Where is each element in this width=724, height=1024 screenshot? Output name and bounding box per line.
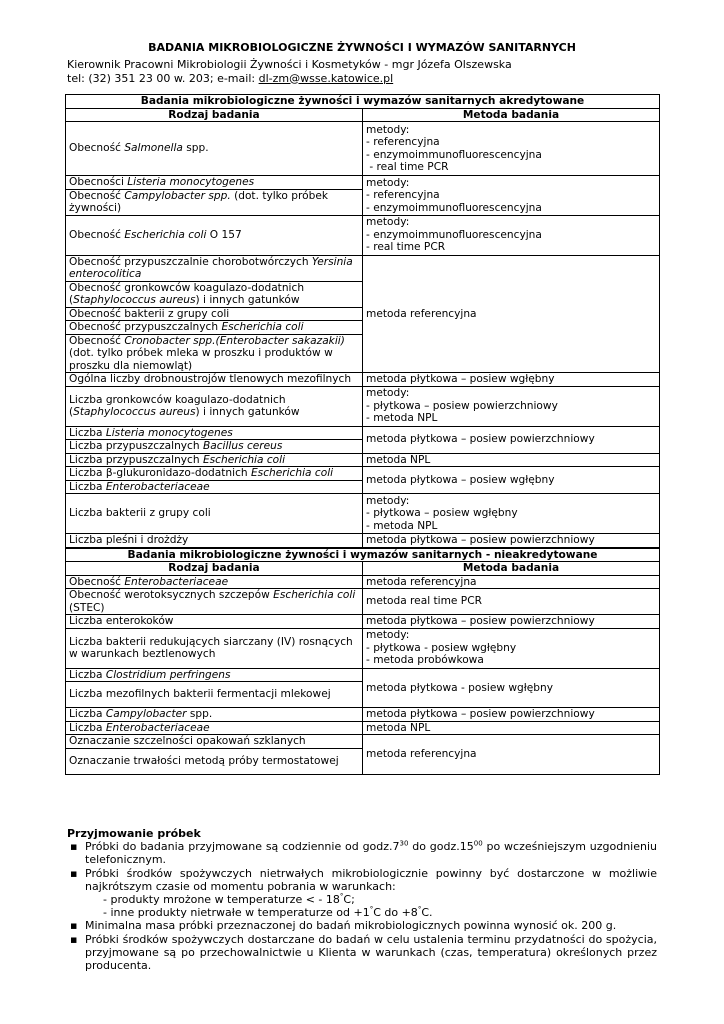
test-type: Liczba bakterii redukujących siarczany (IV) rosnących w warunkach beztlenowych xyxy=(66,628,363,668)
test-type: Liczba bakterii z grupy coli xyxy=(66,494,363,534)
table-row xyxy=(66,373,660,387)
phone-line xyxy=(67,72,512,86)
list-item: ▪ Minimalna masa próbki przeznaczonej do badań mikrobiologicznych powinna wynosić ok. 200 g. xyxy=(70,919,617,933)
test-method: metoda płytkowa – posiew powierzchniowy xyxy=(363,708,660,722)
test-type: Obecność Enterobacteriaceae xyxy=(66,575,363,589)
test-type: Liczba przypuszczalnych Escherichia coli xyxy=(66,453,363,467)
test-method: metody: - płytkowa – posiew wgłębny - metoda NPL xyxy=(363,494,660,534)
contact-header xyxy=(67,58,512,85)
col-type-header: Rodzaj badania xyxy=(66,562,363,576)
table-row xyxy=(66,122,660,176)
test-type: Obecność Cronobacter spp.(Enterobacter sakazakii) (dot. tylko próbek mleka w proszku i produktów w proszku dla niemowląt) xyxy=(66,334,363,373)
test-type: Oznaczanie szczelności opakowań szklanych xyxy=(66,735,363,749)
section-title: Badania mikrobiologiczne żywności i wymazów sanitarnych - nieakredytowane xyxy=(66,548,660,562)
test-method: metody: - płytkowa – posiew powierzchniowy - metoda NPL xyxy=(363,386,660,426)
test-type: Obecność Campylobacter spp. (dot. tylko próbek żywności) xyxy=(66,189,363,215)
table-row xyxy=(66,615,660,629)
test-type: Liczba gronkowców koagulazo-dodatnich (Staphylococcus aureus) i innych gatunków xyxy=(66,386,363,426)
page-title: BADANIA MIKROBIOLOGICZNE ŻYWNOŚCI I WYMAZÓW SANITARNYCH xyxy=(148,41,576,54)
list-item: ▪ Próbki do badania przyjmowane są codziennie od $godz.7^{30}$ do $godz.15^{00}$ po wcześniejszym uzgodnieniu telefonicznym. xyxy=(70,839,657,867)
list-item: ▪ Próbki środków spożywczych nietrwałych mikrobiologicznie powinny być dostarczone w możliwie najkrótszym czasie od momentu pobrania w warunkach: - produkty mrożone w temperaturze < - 18°C; - inne produkty nietrwałe w temperaturze od +1°C do +8°C. xyxy=(70,866,657,920)
table-row xyxy=(66,467,660,481)
section-header-nonaccredited xyxy=(66,548,660,562)
table-row xyxy=(66,494,660,534)
test-type: Liczba Clostridium perfringens xyxy=(66,668,363,682)
bullet-icon: ▪ xyxy=(70,840,78,854)
test-type: Liczba Enterobacteriaceae xyxy=(66,480,363,494)
test-type: Liczba Enterobacteriaceae xyxy=(66,721,363,735)
test-type: Liczba pleśni i drożdży xyxy=(66,534,363,548)
test-type: Obecność Salmonella spp. xyxy=(66,122,363,176)
table-row xyxy=(66,708,660,722)
column-header-row xyxy=(66,108,660,122)
sub-item: - produkty mrożone w temperaturze < - 18°C; xyxy=(103,892,355,907)
manager-line: Kierownik Pracowni Mikrobiologii Żywności i Kosmetyków - mgr Józefa Olszewska xyxy=(67,58,512,71)
table-row xyxy=(66,628,660,668)
table-row xyxy=(66,176,660,190)
test-type: Obecność przypuszczalnych Escherichia coli xyxy=(66,321,363,335)
test-method: metoda płytkowa - posiew wgłębny xyxy=(363,668,660,708)
test-type: Liczba Campylobacter spp. xyxy=(66,708,363,722)
test-type: Liczba Listeria monocytogenes xyxy=(66,426,363,440)
test-type: Liczba β-glukuronidazo-dodatnich Escherichia coli xyxy=(66,467,363,481)
table-row xyxy=(66,453,660,467)
test-type: Obecność Escherichia coli O 157 xyxy=(66,215,363,255)
test-method: metoda płytkowa – posiew powierzchniowy xyxy=(363,426,660,453)
phone-text: tel: (32) 351 23 00 w. 203; e-mail: xyxy=(67,71,259,85)
test-type: Liczba enterokoków xyxy=(66,615,363,629)
email-link[interactable]: dl-zm@wsse.katowice.pl xyxy=(258,71,394,85)
table-row xyxy=(66,668,660,682)
bullet-icon: ▪ xyxy=(70,866,78,880)
test-method: metoda NPL xyxy=(363,721,660,735)
test-type: Obecność gronkowców koagulazo-dodatnich (Staphylococcus aureus) i innych gatunków xyxy=(66,281,363,307)
list-item: ▪ Próbki środków spożywczych dostarczane do badań w celu ustalenia terminu przydatności do spożycia, przyjmowane są po przechowalnictwie u Klienta w warunkach (czas, temperatura) określonych przez producenta. xyxy=(70,932,657,973)
table-row xyxy=(66,589,660,615)
section-header-accredited xyxy=(66,95,660,109)
test-method: metoda referencyjna xyxy=(363,575,660,589)
test-method: metoda płytkowa – posiew wgłębny xyxy=(363,467,660,494)
table-row xyxy=(66,534,660,548)
test-type: Obecność werotoksycznych szczepów Escherichia coli (STEC) xyxy=(66,589,363,615)
table-row xyxy=(66,735,660,749)
test-method: metoda płytkowa – posiew powierzchniowy xyxy=(363,615,660,629)
test-method: metody: - referencyjna - enzymoimmunofluorescencyjna xyxy=(363,176,660,216)
table-row xyxy=(66,721,660,735)
test-type: Obecność bakterii z grupy coli xyxy=(66,307,363,321)
test-method: metoda płytkowa – posiew powierzchniowy xyxy=(363,534,660,548)
bullet-icon: ▪ xyxy=(70,932,78,946)
column-header-row xyxy=(66,562,660,576)
col-type-header: Rodzaj badania xyxy=(66,108,363,122)
sub-item: - inne produkty nietrwałe w temperaturze od +1°C do +8°C. xyxy=(103,905,433,920)
test-type: Obecności Listeria monocytogenes xyxy=(66,176,363,190)
col-method-header: Metoda badania xyxy=(363,108,660,122)
test-method: metoda referencyjna xyxy=(363,735,660,775)
bullet-icon: ▪ xyxy=(70,919,78,933)
table-row xyxy=(66,426,660,440)
test-type: Ogólna liczby drobnoustrojów tlenowych mezofilnych xyxy=(66,373,363,387)
test-method: metoda referencyjna xyxy=(363,255,660,373)
test-type: Obecność przypuszczalnie chorobotwórczych Yersinia enterocolitica xyxy=(66,255,363,281)
notes-heading: Przyjmowanie próbek xyxy=(67,827,201,840)
test-method: metody: - płytkowa - posiew wgłębny - metoda probówkowa xyxy=(363,628,660,668)
table-row xyxy=(66,255,660,281)
test-type: Liczba mezofilnych bakterii fermentacji mlekowej xyxy=(66,682,363,708)
section-title: Badania mikrobiologiczne żywności i wymazów sanitarnych akredytowane xyxy=(66,95,660,109)
table-row xyxy=(66,575,660,589)
table-row xyxy=(66,215,660,255)
test-method: metoda płytkowa – posiew wgłębny xyxy=(363,373,660,387)
test-method: metoda real time PCR xyxy=(363,589,660,615)
tests-table xyxy=(65,94,660,775)
test-method: metody: - referencyjna - enzymoimmunofluorescencyjna - real time PCR xyxy=(363,122,660,176)
sample-notes xyxy=(67,827,657,972)
col-method-header: Metoda badania xyxy=(363,562,660,576)
test-type: Oznaczanie trwałości metodą próby termostatowej xyxy=(66,748,363,774)
test-type: Liczba przypuszczalnych Bacillus cereus xyxy=(66,440,363,454)
test-method: metoda NPL xyxy=(363,453,660,467)
table-row xyxy=(66,386,660,426)
test-method: metody: - enzymoimmunofluorescencyjna - real time PCR xyxy=(363,215,660,255)
